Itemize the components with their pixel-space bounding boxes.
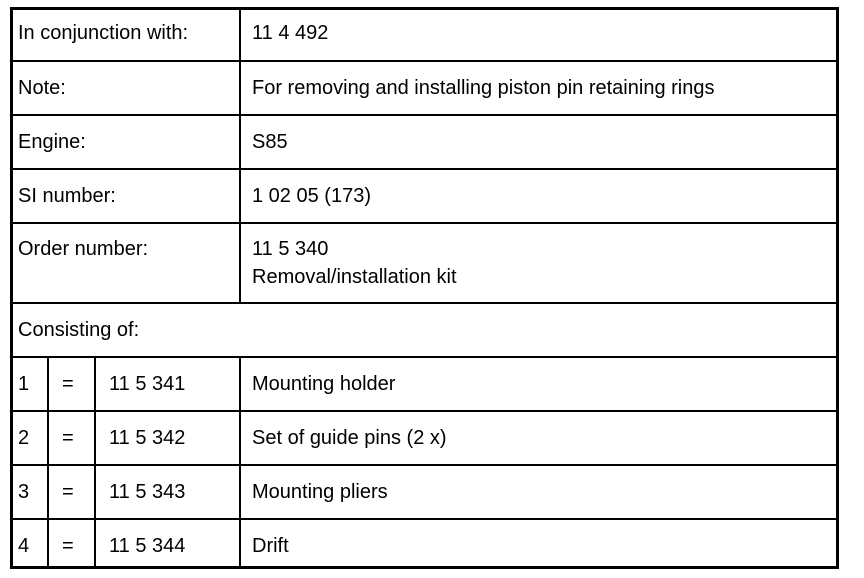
row-divider xyxy=(10,518,839,520)
conjunction-label: In conjunction with: xyxy=(18,22,189,44)
engine-label: Engine: xyxy=(18,131,86,153)
row-divider xyxy=(10,464,839,466)
note-value: For removing and installing piston pin retaining rings xyxy=(252,77,715,99)
column-divider xyxy=(47,356,49,569)
si-number-value: 1 02 05 (173) xyxy=(252,185,371,207)
part-number: 11 5 341 xyxy=(109,373,186,395)
column-divider xyxy=(239,356,241,569)
row-divider xyxy=(10,222,839,224)
order-number-description: Removal/installation kit xyxy=(252,266,457,288)
row-divider xyxy=(10,302,839,304)
row-divider xyxy=(10,356,839,358)
part-description: Mounting holder xyxy=(252,373,396,395)
part-description: Drift xyxy=(252,535,289,557)
conjunction-value: 11 4 492 xyxy=(252,22,329,44)
part-number: 11 5 343 xyxy=(109,481,186,503)
part-index: 3 xyxy=(18,481,30,503)
column-divider xyxy=(239,7,241,302)
part-separator: = xyxy=(62,481,74,503)
part-separator: = xyxy=(62,535,74,557)
part-number: 11 5 342 xyxy=(109,427,186,449)
row-divider xyxy=(10,114,839,116)
order-number-value: 11 5 340 xyxy=(252,238,329,260)
row-divider xyxy=(10,410,839,412)
part-index: 4 xyxy=(18,535,30,557)
row-divider xyxy=(10,60,839,62)
part-description: Set of guide pins (2 x) xyxy=(252,427,447,449)
order-number-label: Order number: xyxy=(18,238,149,260)
part-index: 2 xyxy=(18,427,30,449)
consisting-of-label: Consisting of: xyxy=(18,319,140,341)
part-index: 1 xyxy=(18,373,30,395)
part-separator: = xyxy=(62,427,74,449)
row-divider xyxy=(10,168,839,170)
column-divider xyxy=(94,356,96,569)
part-description: Mounting pliers xyxy=(252,481,388,503)
engine-value: S85 xyxy=(252,131,288,153)
si-number-label: SI number: xyxy=(18,185,116,207)
part-number: 11 5 344 xyxy=(109,535,186,557)
note-label: Note: xyxy=(18,77,66,99)
part-separator: = xyxy=(62,373,74,395)
